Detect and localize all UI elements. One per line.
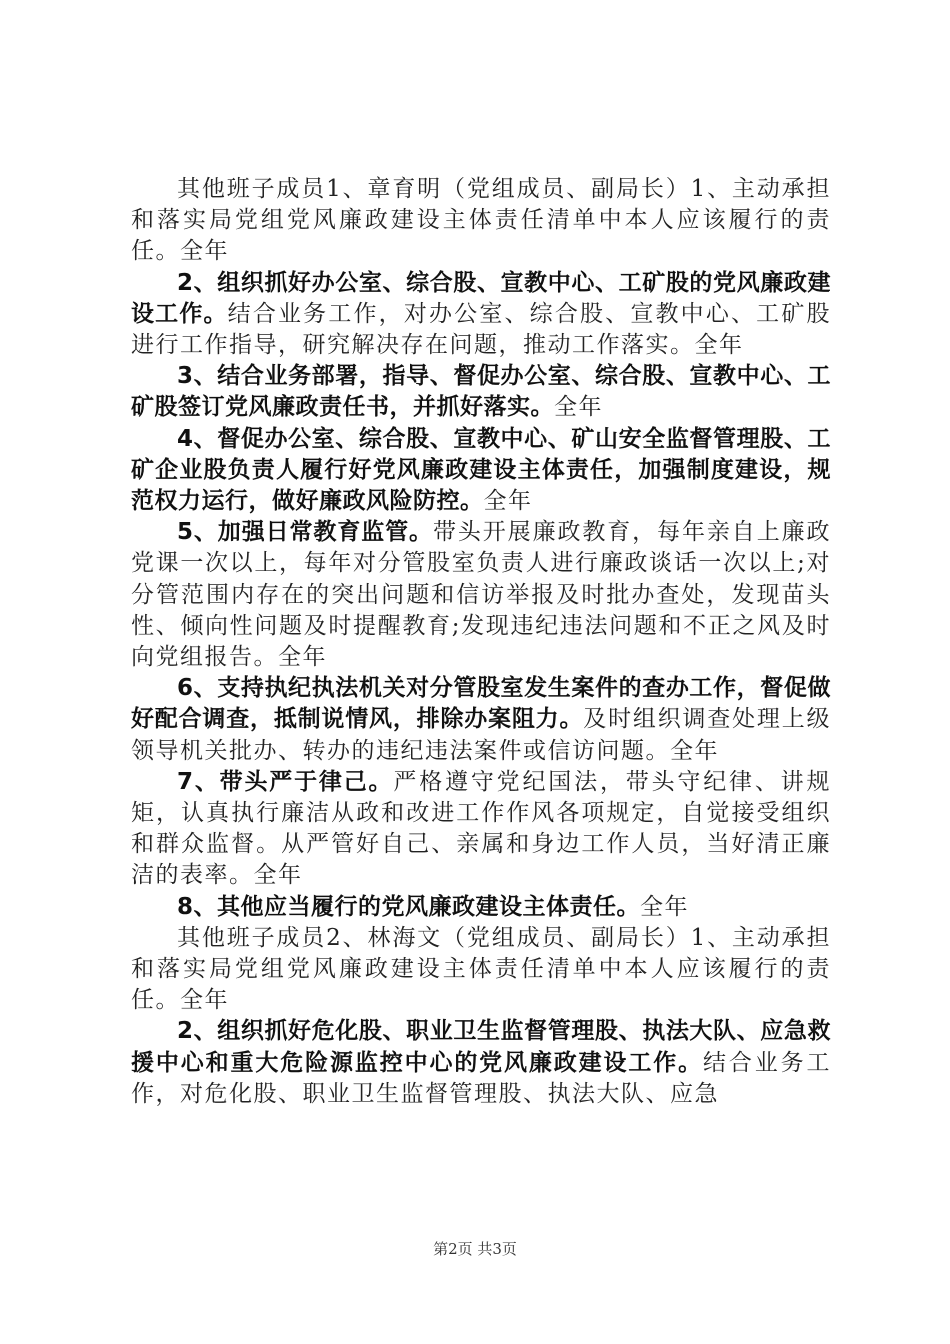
paragraph-8 xyxy=(131,892,831,923)
paragraph-text: 结合业务工作，对办公室、综合股、宣教中心、工矿股进行工作指导，研究解决存在问题，推动工作落实。全年 xyxy=(131,300,832,359)
paragraph-lead: 7、带头严于律己。 xyxy=(177,768,394,795)
paragraph-3 xyxy=(131,361,831,423)
paragraph-lead: 2、组织抓好办公室、综合股、宣教中心、工矿股的党风廉政建设工作。 xyxy=(131,269,831,327)
paragraph-text: 全年 xyxy=(554,394,603,421)
document-body xyxy=(131,174,831,1110)
paragraph-4 xyxy=(131,424,831,518)
page-footer: 第2页 共3页 xyxy=(433,1240,517,1258)
paragraph-1 xyxy=(131,174,831,268)
paragraph-7 xyxy=(131,767,831,892)
paragraph-2 xyxy=(131,268,831,362)
paragraph-5 xyxy=(131,517,831,673)
paragraph-text: 其他班子成员1、章育明（党组成员、副局长）1、主动承担和落实局党组党风廉政建设主体责任清单中本人应该履行的责任。全年 xyxy=(131,176,831,265)
paragraph-lead: 8、其他应当履行的党风廉政建设主体责任。 xyxy=(177,893,641,920)
paragraph-10 xyxy=(131,1016,831,1110)
paragraph-text: 及时组织调查处理上级领导机关批办、转办的违纪违法案件或信访问题。全年 xyxy=(131,706,832,764)
paragraph-9 xyxy=(131,923,831,1017)
paragraph-text: 其他班子成员2、林海文（党组成员、副局长）1、主动承担和落实局党组党风廉政建设主体责任清单中本人应该履行的责任。全年 xyxy=(131,924,831,1014)
paragraph-lead: 4、督促办公室、综合股、宣教中心、矿山安全监督管理股、工矿企业股负责人履行好党风廉政建设主体责任，加强制度建设，规范权力运行，做好廉政风险防控。 xyxy=(131,425,831,515)
paragraph-lead: 2、组织抓好危化股、职业卫生监督管理股、执法大队、应急救援中心和重大危险源监控中心的党风廉政建设工作。 xyxy=(131,1018,831,1076)
paragraph-lead: 5、加强日常教育监管。 xyxy=(177,519,433,546)
paragraph-text: 严格遵守党纪国法，带头守纪律、讲规矩，认真执行廉洁从政和改进工作作风各项规定，自觉接受组织和群众监督。从严管好自己、亲属和身边工作人员，当好清正廉洁的表率。全年 xyxy=(131,768,832,889)
paragraph-lead: 3、结合业务部署，指导、督促办公室、综合股、宣教中心、工矿股签订党风廉政责任书，并抓好落实。 xyxy=(131,363,831,421)
paragraph-6 xyxy=(131,673,831,767)
paragraph-lead: 6、支持执纪执法机关对分管股室发生案件的查办工作，督促做好配合调查，抵制说情风，排除办案阻力。 xyxy=(131,675,831,733)
paragraph-text: 全年 xyxy=(640,893,690,920)
paragraph-text: 结合业务工作，对危化股、职业卫生监督管理股、执法大队、应急 xyxy=(131,1049,832,1107)
paragraph-text: 带头开展廉政教育，每年亲自上廉政党课一次以上，每年对分管股室负责人进行廉政谈话一次以上;对分管范围内存在的突出问题和信访举报及时批办查处，发现苗头性、倾向性问题及时提醒教育;发现违纪违法问题和不正之风及时向党组报告。全年 xyxy=(131,519,832,671)
paragraph-text: 全年 xyxy=(483,488,533,515)
